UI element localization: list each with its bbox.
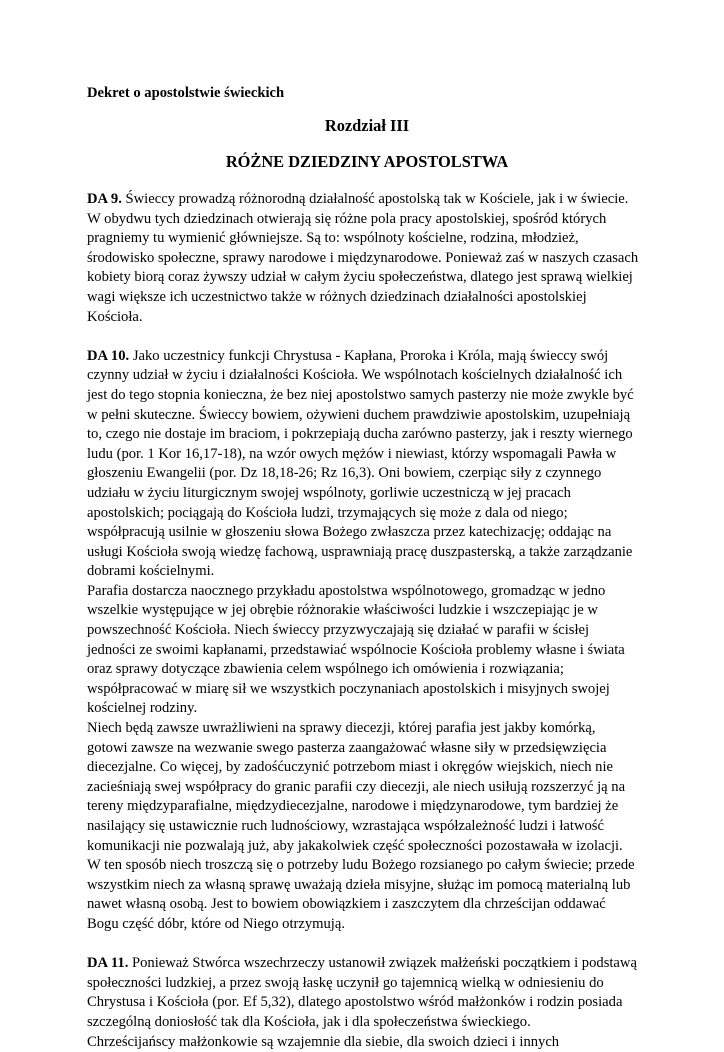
text-line: oraz sprawy dotyczące zbawienia celem wspólnego ich omówienia i rozwiązania; (87, 661, 564, 678)
text-line: współpracują usilnie w głoszeniu słowa Bożego zwłaszcza przez katechizację; oddając na (87, 524, 612, 541)
text-line: DA 11. Ponieważ Stwórca wszechrzeczy ustanowił związek małżeński początkiem i podstawą (87, 955, 637, 972)
text-line: DA 10. Jako uczestnicy funkcji Chrystusa - Kapłana, Proroka i Króla, mają świeccy swój (87, 347, 609, 364)
document-body (87, 190, 647, 1052)
text-line: gotowi zawsze na wezwanie swego pasterza zaangażować własne siły w przedsięwzięcia (87, 739, 607, 756)
text-line: w pełni skuteczne. Świeccy bowiem, ożywieni duchem prawdziwie apostolskim, uzupełniają (87, 406, 631, 423)
text-line: głoszeniu Ewangelii (por. Dz 18,18-26; Rz 16,3). Oni bowiem, czerpiąc siły z czynnego (87, 465, 602, 482)
text-line: Bogu część dóbr, które od Niego otrzymują. (87, 915, 345, 932)
text-line: nawet własną osobą. Jest to bowiem obowiązkiem i zaszczytem dla chrześcijan oddawać (87, 896, 606, 913)
chapter-number: Rozdział III (324, 116, 410, 135)
text-line: wagi większe ich uczestnictwo także w różnych dziedzinach działalności apostolskiej (87, 288, 587, 305)
text-line: czynny udział w życiu i działalności Kościoła. We wspólnotach kościelnych działalność ich (87, 367, 623, 384)
text-line: ludu (por. 1 Kor 16,17-18), na wzór owych mężów i niewiast, którzy wspomagali Pawła w (87, 445, 617, 462)
text-line: W obydwu tych dziedzinach otwierają się różne pola pracy apostolskiej, spośród których (87, 210, 607, 227)
text-line: środowisko społeczne, sprawy narodowe i międzynarodowe. Ponieważ zaś w naszych czasach (87, 249, 639, 266)
section-label: DA 10. (87, 347, 130, 364)
text-line: to, czego nie dostaje im braciom, i pokrzepiają ducha zarówno pasterzy, jak i reszty wiernego (87, 426, 633, 443)
paragraph-da10 (87, 347, 647, 935)
text-line: tereny międzyparafialne, międzydiecezjalne, narodowe i międzynarodowe, tym bardziej że (87, 798, 619, 815)
text-line: komunikacji nie pozwalają już, aby jakakolwiek część społeczności pozostawała w izolacji. (87, 837, 623, 854)
text-line: powszechność Kościoła. Niech świeccy przyzwyczajają się działać w parafii w ścisłej (87, 622, 590, 639)
document-page (87, 83, 647, 1050)
document-title: Dekret o apostolstwie świeckich (87, 85, 285, 101)
text-line: współpracować w miarę sił we wszystkich poczynaniach apostolskich i misyjnych swojej (87, 680, 610, 697)
chapter-title: RÓŻNE DZIEDZINY APOSTOLSTWA (225, 152, 509, 171)
paragraph-da9 (87, 190, 647, 327)
text-line: dobrami kościelnymi. (87, 563, 215, 580)
text-line: wszelkie występujące w jej obrębie różnorakie właściwości ludzkie i wszczepiając je w (87, 602, 598, 619)
text-line: społeczności ludzkiej, a przez swoją łaskę uczynił go tajemnicą wielką w odniesieniu do (87, 974, 604, 991)
text-line: kościelnej rodziny. (87, 700, 198, 717)
text-line: Parafia dostarcza naocznego przykładu apostolstwa wspólnotowego, gromadząc w jedno (87, 582, 606, 599)
text-line: Niech będą zawsze uwrażliwieni na sprawy diecezji, której parafia jest jakby komórką, (87, 720, 596, 737)
text-line: diecezjalne. Co więcej, by zadośćuczynić potrzebom miast i okręgów wiejskich, niech nie (87, 759, 613, 776)
paragraph-da11 (87, 954, 647, 1052)
text-line: DA 9. Świeccy prowadzą różnorodną działalność apostolską tak w Kościele, jak i w świecie. (87, 191, 629, 207)
paragraph-gap (87, 935, 647, 955)
text-line: Kościoła. (87, 308, 143, 325)
text-line: usługi Kościoła swoją wiedzę fachową, usprawniają pracę duszpasterską, a także zarządzanie (87, 543, 633, 560)
text-line: Chrześcijańscy małżonkowie są wzajemnie dla siebie, dla swoich dzieci i innych (87, 1033, 560, 1050)
text-line: W ten sposób niech troszczą się o potrzeby ludu Bożego rozsianego po całym świecie; przede (87, 857, 635, 874)
section-label: DA 11. (87, 955, 129, 972)
paragraph-gap (87, 327, 647, 347)
text-line: szczególną doniosłość tak dla Kościoła, jak i dla społeczeństwa świeckiego. (87, 1013, 531, 1030)
text-line: jest do tego stopnia konieczna, że bez niej apostolstwo samych pasterzy nie może zwykle być (87, 386, 634, 403)
text-line: nasilający się ustawicznie ruch ludnościowy, wzrastająca współzależność ludzi i łatwość (87, 818, 604, 834)
text-line: jedności ze swoimi kapłanami, przedstawiać wspólnocie Kościoła problemy własne i świata (87, 641, 625, 658)
text-line: udziału w życiu liturgicznym swojej wspólnoty, gorliwie uczestniczą w jej pracach (87, 484, 571, 501)
text-line: zacieśniają swej współpracy do granic parafii czy diecezji, ale niech usiłują rozszerzyć ją na (87, 778, 626, 795)
text-line: pragniemy tu wymienić główniejsze. Są to: wspólnoty kościelne, rodzina, młodzież, (87, 230, 579, 247)
text-line: apostolskich; pociągają do Kościoła ludzi, trzymających się może z dala od niego; (87, 504, 568, 521)
section-label: DA 9. (87, 191, 122, 207)
text-line: Chrystusa i Kościoła (por. Ef 5,32), dlatego apostolstwo wśród małżonków i rodzin posiada (87, 994, 623, 1011)
text-line: kobiety biorą coraz żywszy udział w całym życiu społeczeństwa, dlatego jest sprawą wielkiej (87, 269, 633, 286)
text-line: wszystkim niech za własną sprawę uważają dzieła misyjne, służąc im pomocą materialną lub (87, 876, 631, 893)
